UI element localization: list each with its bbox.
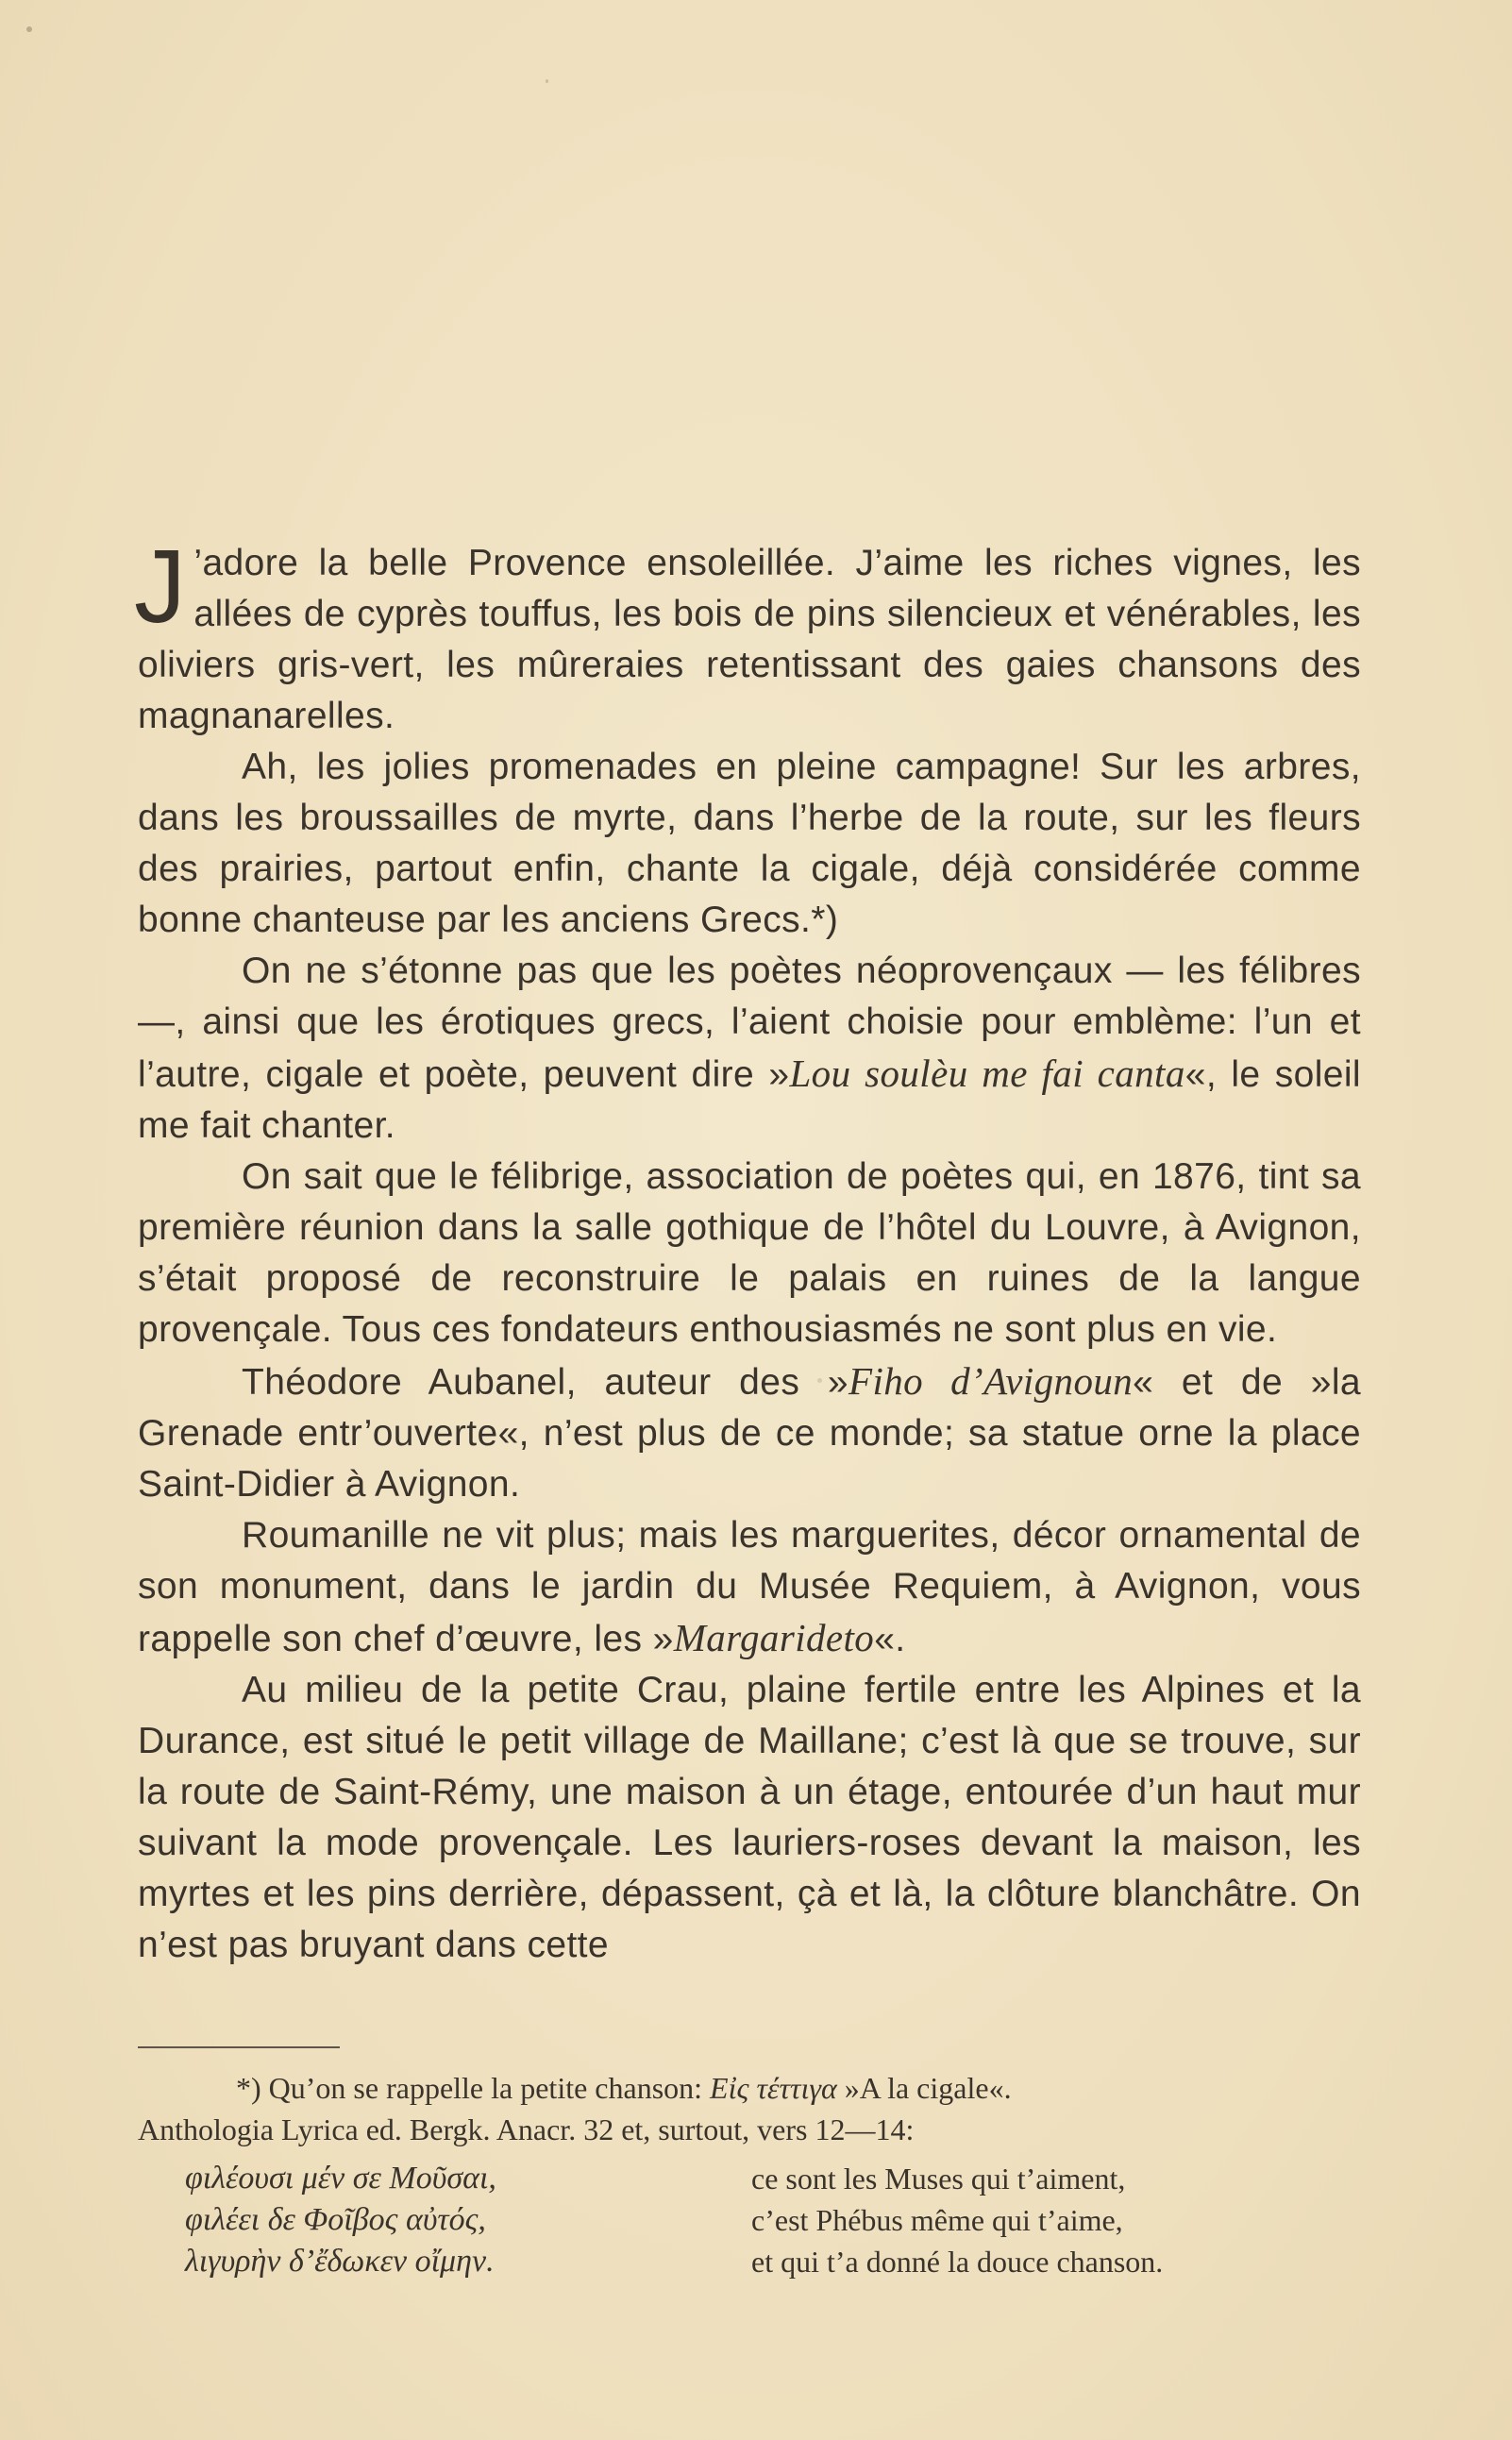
footnote-line-1 (138, 2067, 1361, 2109)
paragraph-6 (138, 1510, 1361, 1665)
paragraph-6-text-a: Roumanille ne vit plus; mais les marguerites, décor ornamental de son monument, dans le jardin du Musée Requiem, à Avignon, vous rappelle son chef d’œuvre, les » (138, 1515, 1361, 1659)
paragraph-3-italic: Lou soulèu me fai canta (789, 1052, 1185, 1095)
main-text (134, 529, 1362, 1971)
paragraph-2 (138, 742, 1361, 946)
paragraph-7-text: Au milieu de la petite Crau, plaine fertile entre les Alpines et la Durance, est situé le petit village de Maillane; c’est là que se trouve, sur la route de Saint-Rémy, une maison à un étage, entourée d’un haut mur suivant la mode provençale. Les lauriers-roses devant la maison, les myrtes et les pins derrière, dépassent, çà et là, la clôture blanchâtre. On n’est pas bruyant dans cette (138, 1670, 1361, 1965)
paragraph-3-text-b: «, le soleil me fait chanter. (138, 1054, 1361, 1146)
paragraph-5-text-a: Théodore Aubanel, auteur des » (242, 1362, 848, 1403)
paragraph-5-text-b: « et de »la Grenade entr’ouverte«, n’est plus de ce monde; sa statue orne la place Saint-Didier à Avignon. (138, 1362, 1362, 1505)
paragraph-3-text-a: On ne s’étonne pas que les poètes néoprovençaux — les félibres —, ainsi que les érotiques grecs, l’aient choisie pour emblème: l’un et l’autre, cigale et poète, peuvent dire » (138, 951, 1361, 1095)
paragraph-4-text: On sait que le félibrige, association de poètes qui, en 1876, tint sa première réunion dans la salle gothique de l’hôtel du Louvre, à Avignon, s’était proposé de reconstruire le palais en ruines de la langue provençale. Tous ces fondateurs enthousiasmés ne sont plus en vie. (138, 1156, 1361, 1350)
footnote-rule (138, 2046, 340, 2048)
paragraph-1-text: ’adore la belle Provence ensoleillée. J’aime les riches vignes, les allées de cyprès touffus, les bois de pins silencieux et vénérables, les oliviers gris-vert, les mûreraies retentissant des gaies chansons des magnanarelles. (138, 543, 1361, 736)
footnote-line-1-text-b: »A la cigale«. (836, 2071, 1012, 2105)
footnote-greek-title: Εἰς τέττιγα (710, 2071, 837, 2105)
greek-verses (185, 2158, 496, 2282)
ink-speck (26, 26, 32, 32)
footnote (138, 2067, 1361, 2150)
french-verse-1: ce sont les Muses qui t’aiment, (751, 2162, 1126, 2196)
footnote-line-1-text-a: *) Qu’on se rappelle la petite chanson: (236, 2071, 711, 2105)
paragraph-7 (138, 1665, 1361, 1971)
paragraph-5 (138, 1355, 1361, 1510)
paragraph-2-text: Ah, les jolies promenades en pleine campagne! Sur les arbres, dans les broussailles de myrte, dans l’herbe de la route, sur les fleurs des prairies, partout enfin, chante la cigale, déjà considérée comme bonne chanteuse par les anciens Grecs.*) (138, 747, 1361, 940)
paragraph-6-italic: Margarideto (673, 1616, 875, 1659)
french-verses (751, 2158, 1163, 2282)
footnote-line-2: Anthologia Lyrica ed. Bergk. Anacr. 32 et, surtout, vers 12—14: (138, 2112, 915, 2146)
paragraph-5-italic: Fiho d’Avignoun (848, 1359, 1134, 1403)
paragraph-1 (134, 529, 1361, 742)
french-verse-3: et qui t’a donné la douce chanson. (751, 2245, 1164, 2279)
paragraph-6-text-b: «. (874, 1619, 906, 1659)
paragraph-3 (138, 946, 1361, 1152)
french-verse-2: c’est Phébus même qui t’aime, (751, 2203, 1123, 2237)
ink-speck (546, 79, 548, 83)
greek-verse-3: λιγυρὴν δ’ἔδωκεν οἴμην. (185, 2244, 495, 2279)
drop-cap: J (134, 529, 187, 645)
paragraph-4 (138, 1152, 1361, 1355)
greek-verse-1: φιλέουσι μέν σε Μοῦσαι, (185, 2161, 496, 2196)
greek-verse-2: φιλέει δε Φοῖβος αὐτός, (185, 2202, 486, 2237)
